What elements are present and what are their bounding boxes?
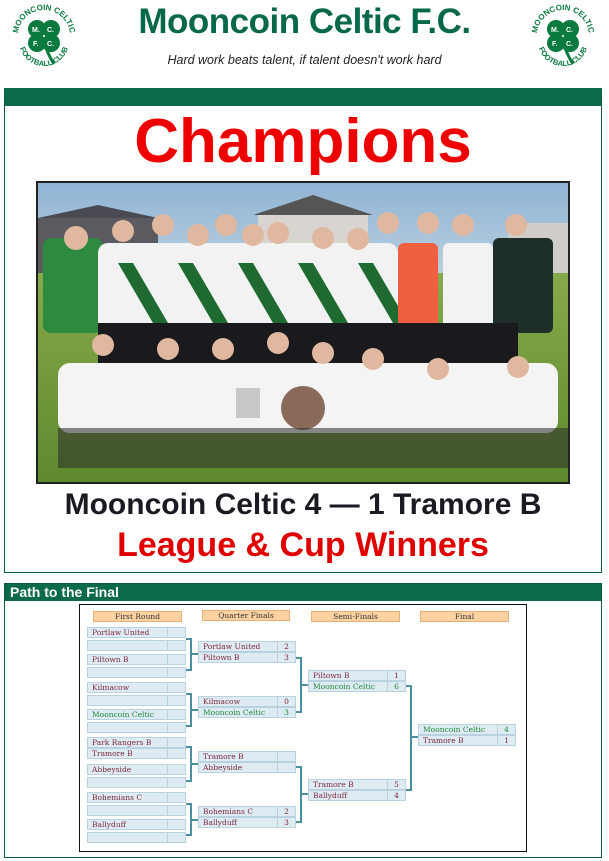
r1-slot bbox=[87, 777, 186, 788]
r1-slot: Kilmacow bbox=[87, 682, 186, 693]
league-cup-winners: League & Cup Winners bbox=[117, 526, 489, 564]
final-slot: Mooncoin Celtic 4 bbox=[418, 724, 516, 735]
qf-slot: Mooncoin Celtic 3 bbox=[198, 707, 296, 718]
svg-text:F.: F. bbox=[552, 41, 558, 48]
svg-text:FOOTBALL CLUB: FOOTBALL CLUB bbox=[18, 45, 70, 69]
round-label-quarter-finals: Quarter Finals bbox=[202, 610, 290, 621]
r1-slot: Portlaw United bbox=[87, 627, 186, 638]
svg-text:M.: M. bbox=[551, 27, 559, 34]
qf-slot: Kilmacow 0 bbox=[198, 696, 296, 707]
qf-slot: Piltown B 3 bbox=[198, 652, 296, 663]
svg-text:C.: C. bbox=[566, 41, 573, 48]
r1-slot bbox=[87, 695, 186, 706]
final-result: Mooncoin Celtic 4 — 1 Tramore B bbox=[64, 488, 542, 521]
r1-slot: Bohemians C bbox=[87, 792, 186, 803]
qf-slot: Portlaw United 2 bbox=[198, 641, 296, 652]
club-logo-right bbox=[527, 2, 599, 76]
r1-slot bbox=[87, 805, 186, 816]
sf-slot: Piltown B 1 bbox=[308, 670, 406, 681]
champions-title: Champions bbox=[134, 107, 472, 176]
svg-text:C.: C. bbox=[47, 27, 54, 34]
r1-slot: Tramore B bbox=[87, 748, 186, 759]
r1-slot bbox=[87, 832, 186, 843]
r1-slot: Abbeyside bbox=[87, 764, 186, 775]
svg-text:MOONCOIN CELTIC: MOONCOIN CELTIC bbox=[11, 2, 77, 34]
svg-text:M.: M. bbox=[32, 27, 40, 34]
r1-slot: Park Rangers B bbox=[87, 737, 186, 748]
qf-slot: Abbeyside bbox=[198, 762, 296, 773]
r1-slot bbox=[87, 667, 186, 678]
qf-slot: Ballyduff 3 bbox=[198, 817, 296, 828]
champions-panel bbox=[4, 88, 602, 573]
path-title: Path to the Final bbox=[5, 584, 601, 601]
r1-slot: Ballyduff bbox=[87, 819, 186, 830]
r1-slot bbox=[87, 722, 186, 733]
round-label-semi-finals: Semi-Finals bbox=[311, 611, 400, 622]
round-label-final: Final bbox=[420, 611, 509, 622]
tournament-bracket bbox=[79, 604, 527, 852]
svg-text:C.: C. bbox=[47, 41, 54, 48]
qf-slot: Tramore B bbox=[198, 751, 296, 762]
round-label-first-round: First Round bbox=[93, 611, 182, 622]
path-panel bbox=[4, 583, 602, 858]
final-slot: Tramore B 1 bbox=[418, 735, 516, 746]
sf-slot: Mooncoin Celtic 6 bbox=[308, 681, 406, 692]
page-header bbox=[0, 0, 609, 86]
qf-slot: Bohemians C 2 bbox=[198, 806, 296, 817]
r1-slot bbox=[87, 640, 186, 651]
club-motto: Hard work beats talent, if talent doesn't work hard bbox=[167, 53, 442, 67]
sf-slot: Tramore B 5 bbox=[308, 779, 406, 790]
r1-slot: Mooncoin Celtic bbox=[87, 709, 186, 720]
r1-slot: Piltown B bbox=[87, 654, 186, 665]
team-photo bbox=[36, 181, 570, 484]
svg-text:C.: C. bbox=[566, 27, 573, 34]
svg-text:FOOTBALL CLUB: FOOTBALL CLUB bbox=[537, 45, 589, 69]
club-name: Mooncoin Celtic F.C. bbox=[138, 2, 471, 41]
sf-slot: Ballyduff 4 bbox=[308, 790, 406, 801]
svg-text:MOONCOIN CELTIC: MOONCOIN CELTIC bbox=[530, 2, 596, 34]
svg-text:F.: F. bbox=[33, 41, 39, 48]
